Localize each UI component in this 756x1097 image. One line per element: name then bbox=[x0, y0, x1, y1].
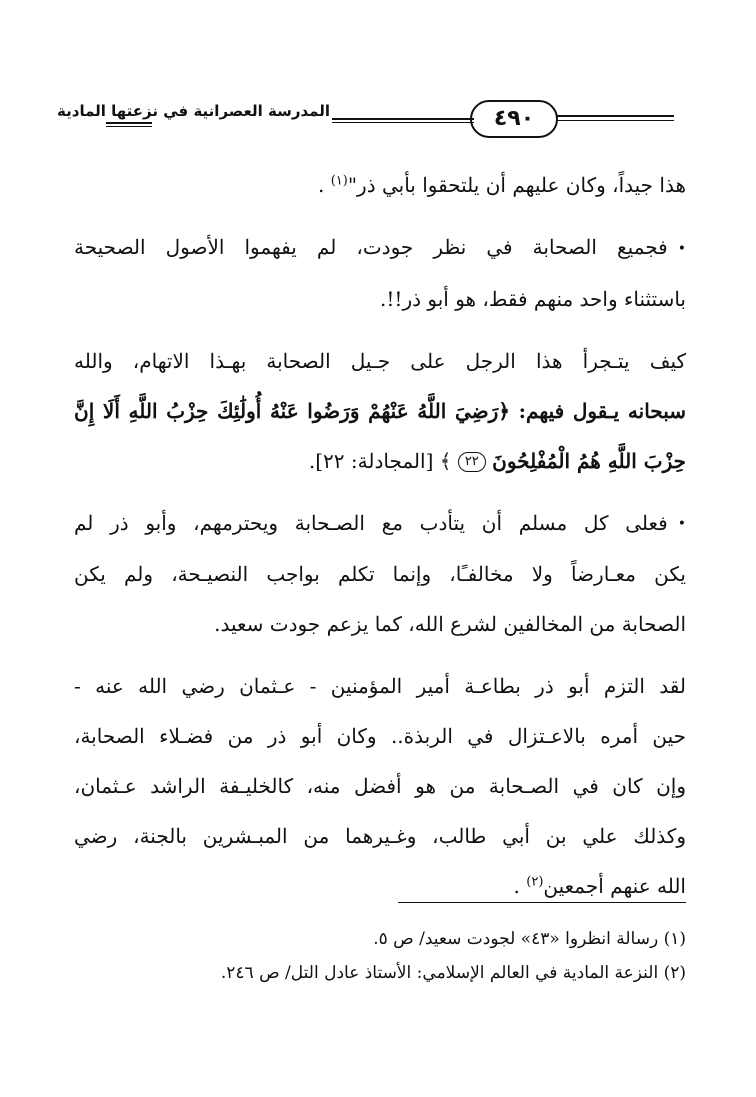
text-line: كيف يتـجرأ هذا الرجل على جـيل الصحابة بهـذا الاتهام، والله bbox=[74, 348, 686, 373]
text-line: باستثناء واحد منهم فقط، هو أبو ذر!!. bbox=[380, 286, 686, 311]
text-line: الله عنهم أجمعين$^{(٢)}$ . bbox=[513, 874, 686, 898]
text-line: هذا جيداً، وكان عليهم أن يلتحقوا بأبي ذر"$^{(١)}$ . bbox=[318, 173, 686, 197]
text-line: الصحابة من المخالفين لشرع الله، كما يزعم جودت سعيد. bbox=[214, 612, 686, 636]
footnote-ref[interactable]: (١) bbox=[330, 173, 348, 189]
text-line bbox=[74, 436, 686, 486]
footnote-2: (٢) النزعة المادية في العالم الإسلامي: الأستاذ عادل التل/ ص ٢٤٦. bbox=[220, 963, 686, 983]
paragraph-4 bbox=[74, 498, 686, 650]
text-line: •فعلى كل مسلم أن يتأدب مع الصـحابة ويحترمهم، وأبو ذر لم bbox=[74, 498, 686, 550]
header-rule-left bbox=[106, 122, 152, 124]
footnotes bbox=[74, 922, 686, 990]
footnote-ref[interactable]: (٢) bbox=[526, 874, 544, 890]
text-line: •فجميع الصحابة في نظر جودت، لم يفهموا الأصول الصحيحة bbox=[74, 222, 686, 274]
page-header bbox=[57, 96, 680, 148]
bullet-icon: • bbox=[677, 516, 686, 532]
footnote-separator bbox=[398, 902, 686, 903]
header-rule-right bbox=[556, 115, 674, 117]
text-line: لقد التزم أبو ذر بطاعـة أمير المؤمنين - عـثمان رضي الله عنه - bbox=[74, 674, 686, 698]
header-rule-middle-thin bbox=[332, 122, 474, 123]
text-line: وإن كان في الصـحابة من هو أفضل منه، كالخليـفة الراشد عـثمان، bbox=[74, 774, 686, 798]
verse-number-mark: ٢٢ bbox=[458, 452, 486, 472]
header-rule-right-thin bbox=[556, 120, 674, 121]
text-line: يكن معـارضاً ولا مخالفـًا، وإنما تكلم بواجب النصيـحة، ولم يكن bbox=[74, 562, 686, 586]
header-rule-middle bbox=[332, 118, 474, 120]
bullet-icon: • bbox=[677, 240, 686, 257]
running-title: المدرسة العصرانية في نزعتها المادية bbox=[57, 102, 330, 120]
paragraph-5 bbox=[74, 661, 686, 911]
quran-text: حِزْبَ اللَّهِ هُمُ الْمُفْلِحُونَ bbox=[492, 448, 686, 473]
quran-line: سبحانه يـقول فيهم: ﴿رَضِيَ اللَّهُ عَنْهُمْ وَرَضُوا عَنْهُ أُولَٰئِكَ حِزْبُ اللَّهِ أَلَا إِنَّ bbox=[74, 398, 686, 423]
text-line: حين أمره بالاعـتزال في الربذة.. وكان أبو ذر من فضـلاء الصحابة، bbox=[74, 724, 686, 748]
footnote-1: (١) رسالة انظروا «٤٣» لجودت سعيد/ ص ٥. bbox=[373, 929, 686, 949]
header-rule-left-thin bbox=[106, 126, 152, 127]
paragraph-1 bbox=[74, 160, 686, 210]
quran-citation: ﴾ [المجادلة: ٢٢]. bbox=[308, 448, 452, 473]
text-line: وكذلك علي بن أبي طالب، وغـيرهما من المبـشرين بالجنة، رضي bbox=[74, 824, 686, 848]
paragraph-3 bbox=[74, 336, 686, 486]
main-text bbox=[74, 160, 686, 923]
paragraph-2 bbox=[74, 222, 686, 324]
page-number: ٤٩٠ bbox=[470, 100, 558, 138]
